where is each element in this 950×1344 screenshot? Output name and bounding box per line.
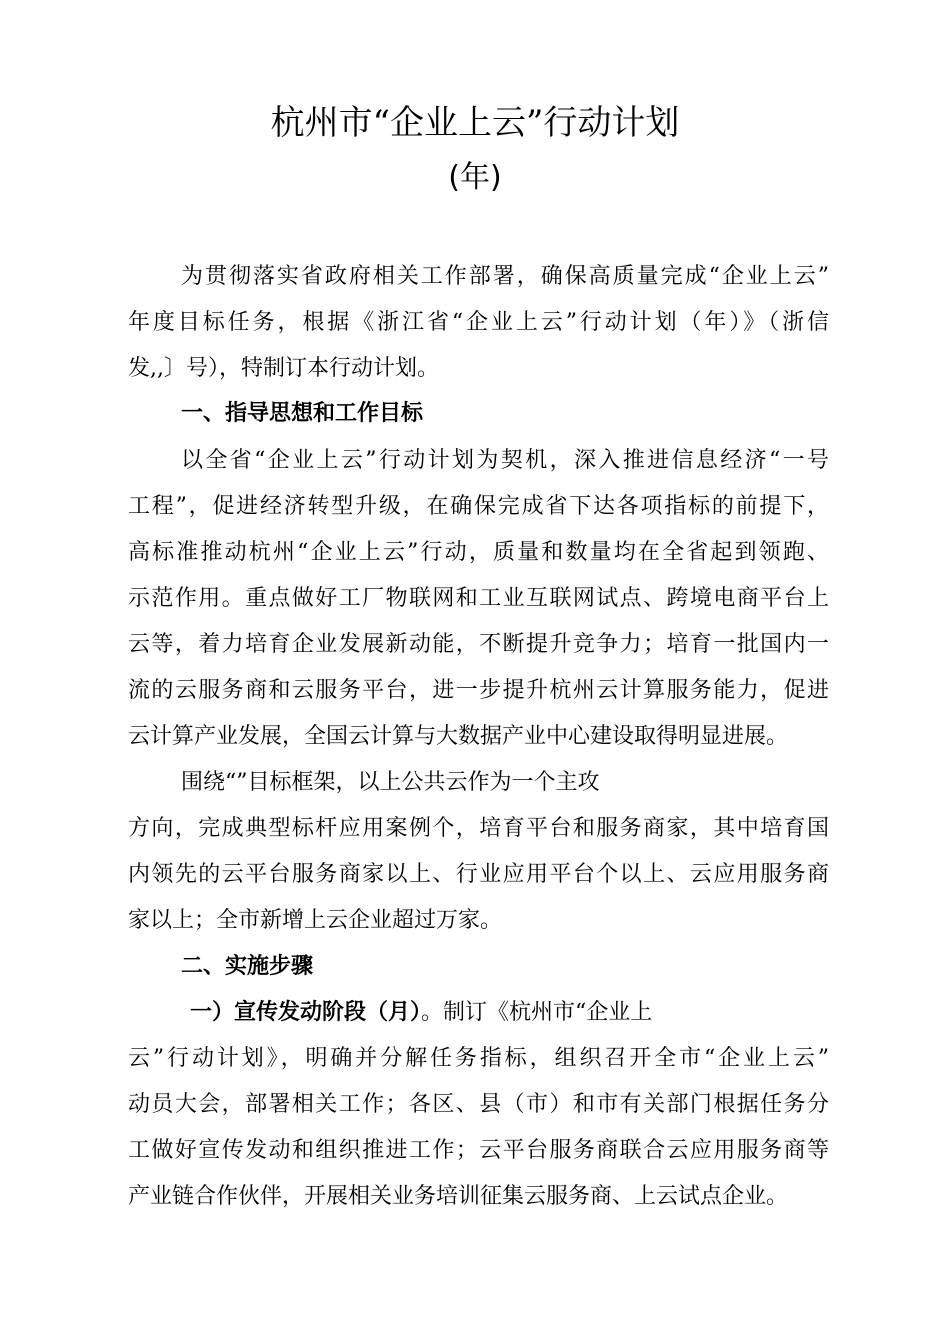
section-1-para-1-line-2: 工程”，促进经济转型升级，在确保完成省下达各项指标的前提下， — [128, 494, 829, 519]
stage-1-line-2: 云”行动计划》，明确并分解任务指标，组织召开全市“企业上云” — [128, 1046, 829, 1071]
stage-1-first-line — [190, 998, 652, 1028]
intro-line-2: 年度目标任务，根据《浙江省“企业上云”行动计划（年）》（浙信 — [128, 310, 829, 335]
section-1-para-1-line-3: 高标准推动杭州“企业上云”行动，质量和数量均在全省起到领跑、 — [128, 540, 829, 565]
document-subtitle: (年) — [448, 160, 502, 195]
stage-1-label: 一）宣传发动阶段（月） — [190, 1000, 422, 1025]
stage-1-line-5: 产业链合作伙伴，开展相关业务培训征集云服务商、上云试点企业。 — [128, 1184, 789, 1209]
section-1-para-2-line-1: 围绕“”目标框架，以上公共云作为一个主攻 — [181, 770, 600, 795]
section-1-para-2-line-4: 家以上；全市新增上云企业超过万家。 — [128, 908, 503, 933]
section-1-para-2-line-3: 内领先的云平台服务商家以上、行业应用平台个以上、云应用服务商 — [128, 862, 829, 887]
document-title: 杭州市“企业上云”行动计划 — [270, 103, 680, 143]
section-1-para-2-line-2: 方向，完成典型标杆应用案例个，培育平台和服务商家，其中培育国 — [128, 816, 829, 841]
section-1-para-1-line-7: 云计算产业发展，全国云计算与大数据产业中心建设取得明显进展。 — [128, 724, 789, 749]
section-1-para-1-line-6: 流的云服务商和云服务平台，进一步提升杭州云计算服务能力，促进 — [128, 678, 829, 703]
stage-1-line-1-rest: 。制订《杭州市“企业上 — [421, 1000, 653, 1025]
section-1-heading: 一、指导思想和工作目标 — [181, 401, 424, 426]
section-1-para-1-line-1: 以全省“企业上云”行动计划为契机，深入推进信息经济“一号 — [181, 448, 829, 473]
section-1-para-1-line-4: 示范作用。重点做好工厂物联网和工业互联网试点、跨境电商平台上 — [128, 586, 829, 611]
stage-1-line-4: 工做好宣传发动和组织推进工作；云平台服务商联合云应用服务商等 — [128, 1138, 829, 1163]
intro-line-3: 发,,〕号），特制订本行动计划。 — [128, 356, 439, 381]
section-1-para-1-line-5: 云等，着力培育企业发展新动能，不断提升竞争力；培育一批国内一 — [128, 632, 829, 657]
stage-1-line-3: 动员大会，部署相关工作；各区、县（市）和市有关部门根据任务分 — [128, 1092, 829, 1117]
section-2-heading: 二、实施步骤 — [181, 954, 314, 979]
intro-line-1: 为贯彻落实省政府相关工作部署，确保高质量完成“企业上云” — [181, 264, 829, 289]
